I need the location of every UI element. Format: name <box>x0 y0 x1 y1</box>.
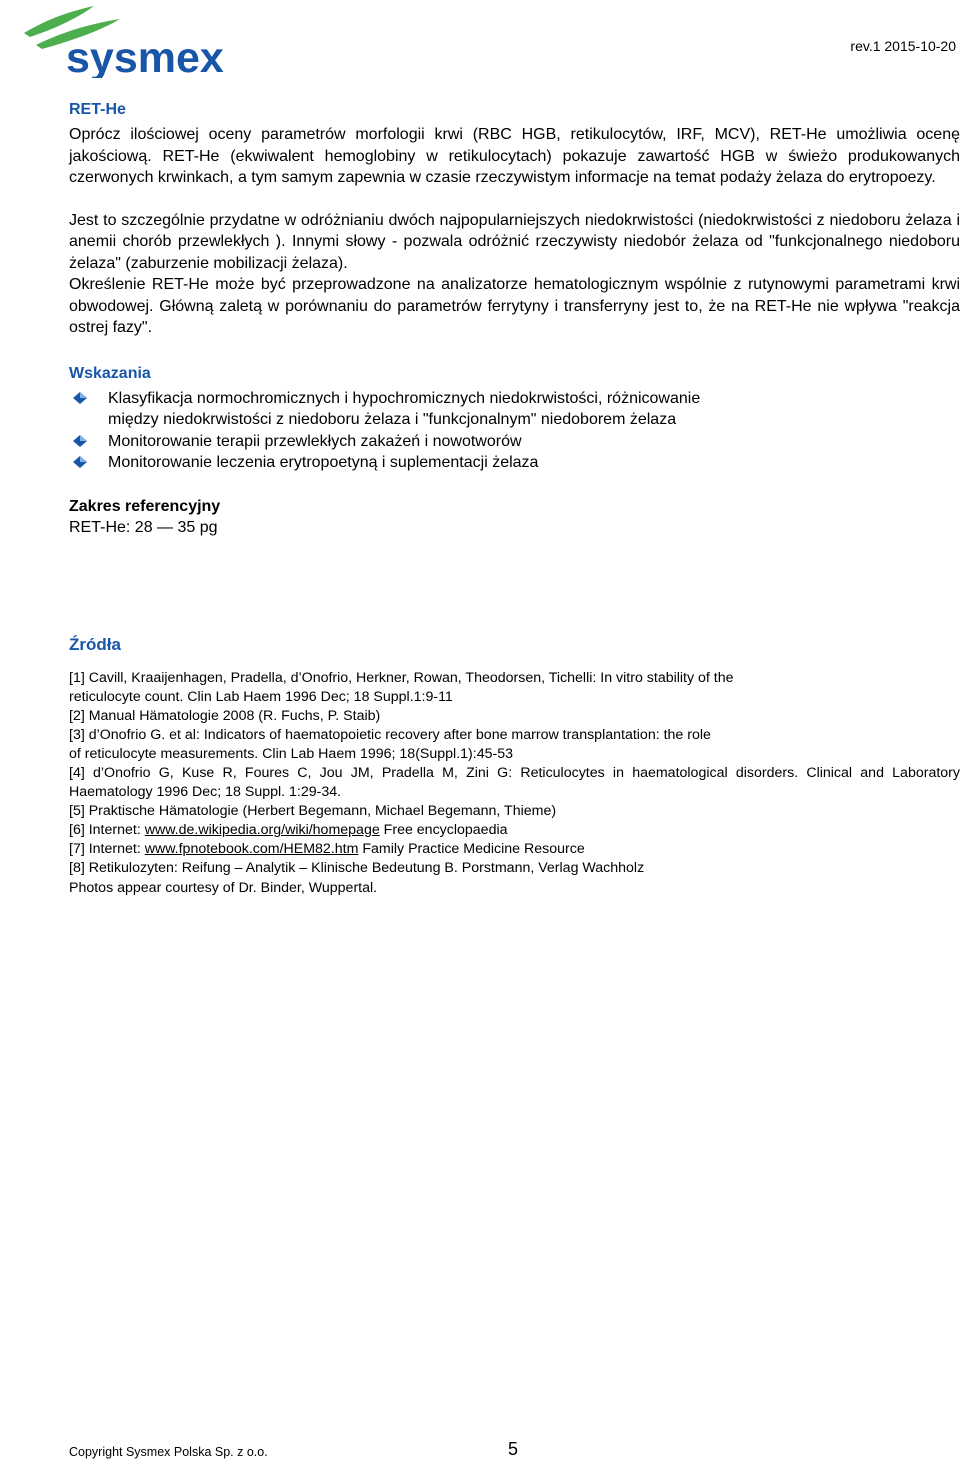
reference-6 <box>69 821 960 840</box>
list-item <box>69 388 960 431</box>
reference-7-suffix: Family Practice Medicine Resource <box>358 841 585 858</box>
reference-3-line-1: [3] d’Onofrio G. et al: Indicators of haematopoietic recovery after bone marrow transplantation: the role <box>69 726 711 743</box>
diamond-bullet-icon <box>72 434 88 448</box>
indication-3: Monitorowanie leczenia erytropoetyną i suplementacji żelaza <box>108 454 539 471</box>
ret-he-heading: RET-He <box>69 101 126 118</box>
ret-he-paragraph-1: Oprócz ilościowej oceny parametrów morfologii krwi (RBC HGB, retikulocytów, IRF, MCV), RET-He umożliwia ocenę jakościową. RET-He (ekwiwalent hemoglobiny w retikulocytach) pokazuje zawartość HGB w świeżo produkowanych czerwonych krwinkach, a tym samym zapewnia w czasie rzeczywistym informacje na temat podaży żelaza do erytropoezy. <box>69 126 960 186</box>
indication-2: Monitorowanie terapii przewlekłych zakażeń i nowotworów <box>108 432 522 450</box>
reference-7 <box>69 840 960 859</box>
reference-range-value: RET-He: 28 ― 35 pg <box>69 518 218 536</box>
reference-2: [2] Manual Hämatologie 2008 (R. Fuchs, P. Staib) <box>69 707 381 724</box>
list-item <box>69 431 960 453</box>
indications-heading: Wskazania <box>69 364 151 382</box>
reference-7-prefix: [7] Internet: <box>69 841 145 858</box>
sysmex-logo-graphic <box>4 4 228 78</box>
fpnotebook-link[interactable]: www.fpnotebook.com/HEM82.htm <box>144 841 359 858</box>
reference-range-heading: Zakres referencyjny <box>69 497 221 515</box>
sysmex-logo <box>4 4 228 78</box>
indication-1-line-1: Klasyfikacja normochromicznych i hypochromicznych niedokrwistości, różnicowanie <box>108 389 701 407</box>
ret-he-paragraph-3: Określenie RET-He może być przeprowadzone na analizatorze hematologicznym wspólnie z rutynowymi parametrami krwi obwodowej. Główną zaletą w porównaniu do parametrów ferrytyny i transferryny jest to, że na RET-He nie wpływa "reakcja ostrej fazy". <box>69 276 960 336</box>
indications-list <box>69 388 960 474</box>
list-item <box>69 452 960 474</box>
sources-heading: Źródła <box>69 634 121 654</box>
reference-1-line-1: [1] Cavill, Kraaijenhagen, Pradella, d’Onofrio, Herkner, Rowan, Theodorsen, Tichelli: In vitro stability of the <box>69 669 734 686</box>
footer-copyright: Copyright Sysmex Polska Sp. z o.o. <box>69 1445 268 1459</box>
indication-1-line-2: między niedokrwistości z niedoboru żelaza i "funkcjonalnym" niedoborem żelaza <box>108 411 677 428</box>
page-number: 5 <box>508 1439 519 1459</box>
wikipedia-link[interactable]: www.de.wikipedia.org/wiki/homepage <box>144 822 380 839</box>
reference-6-suffix: Free encyclopaedia <box>379 822 508 839</box>
references-list <box>69 669 960 898</box>
ret-he-paragraph-2: Jest to szczególnie przydatne w odróżnianiu dwóch najpopularniejszych niedokrwistości (niedokrwistości z niedoboru żelaza i anemii chorób przewlekłych ). Innymi słowy - pozwala odróżnić rzeczywisty niedobór żelaza od "funkcjonalnego niedoboru żelaza" (zaburzenie mobilizacji żelaza). <box>69 211 960 272</box>
revision-date: rev.1 2015-10-20 <box>850 38 956 54</box>
reference-8: [8] Retikulozyten: Reifung – Analytik – Klinische Bedeutung B. Porstmann, Verlag Wachholz <box>69 860 645 877</box>
reference-6-prefix: [6] Internet: <box>69 822 145 839</box>
reference-1-line-2: reticulocyte count. Clin Lab Haem 1996 Dec; 18 Suppl.1:9-11 <box>69 688 453 705</box>
reference-5: [5] Praktische Hämatologie (Herbert Begemann, Michael Begemann, Thieme) <box>69 803 557 820</box>
photo-credits: Photos appear courtesy of Dr. Binder, Wuppertal. <box>69 879 378 896</box>
reference-4: [4] d’Onofrio G, Kuse R, Foures C, Jou JM, Pradella M, Zini G: Reticulocytes in haematological disorders. Clinical and Laboratory Haematology 1996 Dec; 18 Suppl. 1:29-34. <box>69 764 960 801</box>
reference-3-line-2: of reticulocyte measurements. Clin Lab Haem 1996; 18(Suppl.1):45-53 <box>69 745 513 762</box>
diamond-bullet-icon <box>72 455 88 469</box>
document-body <box>69 100 960 898</box>
diamond-bullet-icon <box>72 391 88 405</box>
logo-text: sysmex <box>66 34 224 78</box>
